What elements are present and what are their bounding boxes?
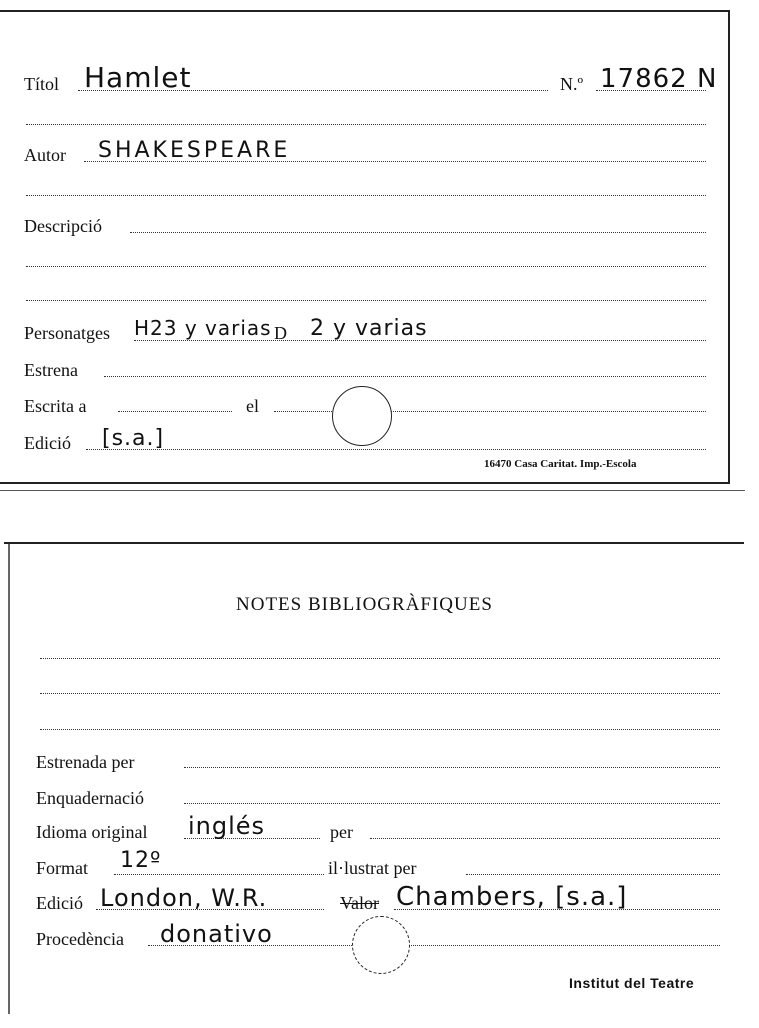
idioma-value: inglés [188,812,266,840]
format-value: 12º [120,848,162,873]
personatges-d-label: D [274,323,287,343]
estrenada-label: Estrenada per [36,752,135,772]
personatges-d-value: 2 y varias [310,316,428,341]
descripcio-line-2 [26,266,706,267]
descripcio-line [130,232,706,233]
edicio-line [86,449,706,450]
format-label: Format [36,858,88,878]
edicio-back-label: Edició [36,893,83,913]
autor-value: SHAKESPEARE [98,138,291,163]
edicio-back-value: London, W.R. [100,884,268,912]
institution-name: Institut del Teatre [569,975,695,991]
card-bottom-edge [0,482,730,484]
illustrat-label: il·lustrat per [328,858,417,878]
estrena-line [104,376,706,377]
enquadernacio-line [184,803,720,804]
estrenada-line [184,767,720,768]
card-right-edge [728,10,730,482]
descripcio-line-3 [26,300,706,301]
edicio-label: Edició [24,433,71,453]
card-top-edge-back [4,542,744,544]
numero-value: 17862 N [600,64,718,94]
printer-note: 16470 Casa Caritat. Imp.-Escola [484,458,637,470]
page-separator [0,490,745,491]
escrita-line [118,411,232,412]
estrena-label: Estrena [24,360,78,380]
catalog-card-front [0,0,759,492]
el-label: el [246,396,259,416]
edicio-value: [s.a.] [102,426,165,451]
notes-line-3 [40,729,720,730]
personatges-h-value: H23 y varias [134,316,272,340]
valor-label: Valor [340,893,379,913]
titol-value: Hamlet [84,61,192,94]
descripcio-label: Descripció [24,216,102,236]
per-line [370,838,720,839]
personatges-label: Personatges [24,323,110,343]
format-line [114,874,324,875]
notes-line-1 [40,658,720,659]
per-label: per [330,822,353,842]
card-top-edge [0,10,730,12]
notes-heading: NOTES BIBLIOGRÀFIQUES [236,594,493,615]
autor-extra-line [26,195,706,196]
catalog-card-back [0,536,759,1028]
notes-line-2 [40,693,720,694]
procedencia-value: donativo [160,920,273,948]
illustrat-line [466,874,720,875]
procedencia-label: Procedència [36,929,124,949]
idioma-label: Idioma original [36,822,148,842]
numero-label: N.º [560,74,584,94]
titol-label: Títol [24,74,59,94]
valor-value: Chambers, [s.a.] [396,882,628,912]
card-left-edge-back [8,544,10,1014]
escrita-label: Escrita a [24,396,87,416]
enquadernacio-label: Enquadernació [36,788,144,808]
titol-extra-line [26,124,706,125]
punch-hole [332,386,392,446]
punch-hole-back [352,916,410,974]
autor-label: Autor [24,145,66,165]
